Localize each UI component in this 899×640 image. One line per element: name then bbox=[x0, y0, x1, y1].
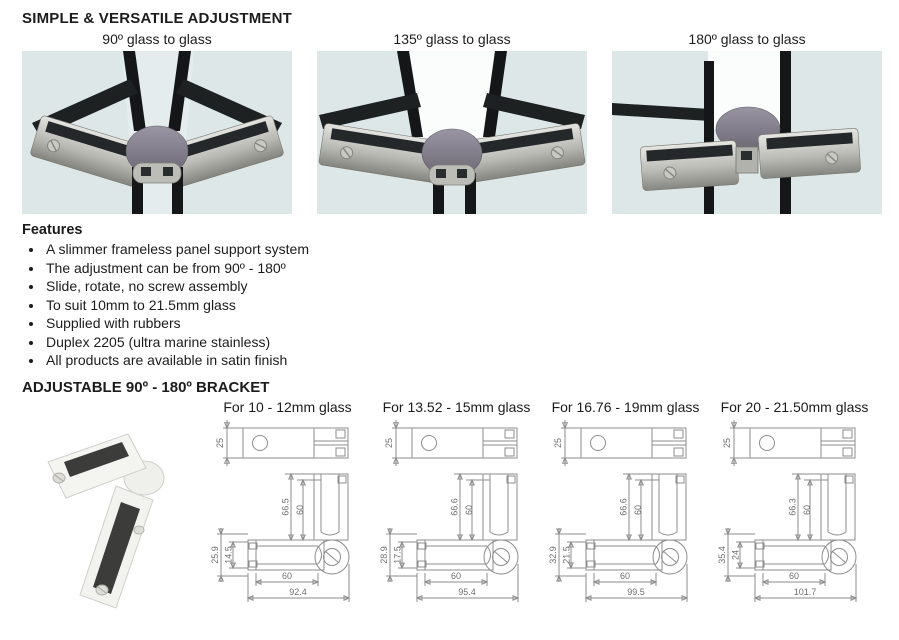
dim-slot-depth: 14.5 bbox=[223, 545, 233, 564]
drawing-header: For 13.52 - 15mm glass bbox=[382, 398, 531, 415]
figure-135-caption: 135º glass to glass bbox=[393, 31, 511, 47]
dim-top-width: 25 bbox=[721, 437, 732, 448]
technical-drawing-svg bbox=[716, 418, 870, 614]
dim-slot-depth: 24 bbox=[730, 549, 740, 560]
dim-glass-width: 60 bbox=[450, 570, 461, 581]
hinge-slot-2 bbox=[163, 167, 173, 176]
figure-180 bbox=[612, 29, 882, 214]
feature-item: • Slide, rotate, no screw assembly bbox=[44, 277, 881, 296]
feature-item: • The adjustment can be from 90º - 180º bbox=[44, 259, 881, 278]
dim-total-depth: 32.9 bbox=[547, 545, 558, 564]
figure-90 bbox=[22, 29, 292, 214]
dim-total-width: 92.4 bbox=[288, 586, 307, 597]
render-135-image bbox=[317, 51, 587, 214]
figure-135 bbox=[317, 29, 587, 214]
feature-item: • Supplied with rubbers bbox=[44, 314, 881, 333]
glass-edge-left bbox=[704, 61, 714, 214]
dim-glass-width: 60 bbox=[281, 570, 292, 581]
dim-top-width: 25 bbox=[383, 437, 394, 448]
hinge-band bbox=[133, 163, 181, 183]
drawing-column bbox=[541, 399, 710, 614]
render-90-image bbox=[22, 51, 292, 214]
hinge-slot-1 bbox=[141, 167, 151, 176]
drawing-column bbox=[203, 399, 372, 614]
drawing-header: For 16.76 - 19mm glass bbox=[551, 398, 700, 415]
dim-inner-height: 66.6 bbox=[618, 497, 628, 516]
hinge-band bbox=[429, 165, 475, 185]
dim-total-depth: 35.4 bbox=[716, 545, 727, 564]
dim-total-depth: 28.9 bbox=[378, 545, 389, 564]
dim-inner-height: 66.5 bbox=[280, 497, 290, 516]
technical-drawing-svg bbox=[547, 418, 701, 614]
technical-drawing-svg bbox=[209, 418, 363, 614]
dim-slot-depth: 17.5 bbox=[392, 545, 402, 564]
drawing-header: For 10 - 12mm glass bbox=[223, 398, 352, 415]
dim-total-width: 99.5 bbox=[626, 586, 645, 597]
screw-side bbox=[134, 526, 144, 534]
glass-edge-right bbox=[780, 51, 791, 214]
dim-inner-height: 66.6 bbox=[449, 497, 459, 516]
angle-gallery bbox=[22, 29, 881, 214]
hinge-slot-1 bbox=[741, 151, 752, 160]
dim-top-width: 25 bbox=[552, 437, 563, 448]
dim-glass-height: 60 bbox=[632, 504, 643, 515]
drawing-column bbox=[710, 399, 879, 614]
feature-item: • All products are available in satin finish bbox=[44, 351, 881, 370]
feature-item: • To suit 10mm to 21.5mm glass bbox=[44, 296, 881, 315]
technical-drawings bbox=[203, 399, 879, 614]
features-section bbox=[22, 222, 881, 370]
page-title: SIMPLE & VERSATILE ADJUSTMENT bbox=[22, 10, 292, 27]
dim-glass-height: 60 bbox=[294, 504, 305, 515]
bracket-section-title: ADJUSTABLE 90º - 180º BRACKET bbox=[22, 378, 270, 396]
feature-item: • Duplex 2205 (ultra marine stainless) bbox=[44, 333, 881, 352]
feature-item: • A slimmer frameless panel support system bbox=[44, 240, 881, 259]
dim-top-width: 25 bbox=[214, 437, 225, 448]
dim-total-depth: 25.9 bbox=[209, 545, 220, 564]
figure-180-caption: 180º glass to glass bbox=[688, 31, 806, 47]
bracket-arm-right bbox=[758, 128, 861, 179]
dim-glass-height: 60 bbox=[801, 504, 812, 515]
dim-inner-height: 66.3 bbox=[787, 497, 797, 516]
bracket-row bbox=[22, 399, 881, 619]
dim-total-width: 101.7 bbox=[793, 586, 816, 597]
features-list bbox=[32, 240, 881, 370]
render-180-image bbox=[612, 51, 882, 214]
hinge-slot-2 bbox=[457, 169, 467, 178]
dim-total-width: 95.4 bbox=[457, 586, 476, 597]
dim-glass-width: 60 bbox=[788, 570, 799, 581]
product-photo-column bbox=[22, 399, 203, 619]
technical-drawing-svg bbox=[378, 418, 532, 614]
product-photo bbox=[22, 418, 197, 614]
dim-glass-width: 60 bbox=[619, 570, 630, 581]
hinge-slot-1 bbox=[436, 169, 446, 178]
drawing-column bbox=[372, 399, 541, 614]
figure-90-caption: 90º glass to glass bbox=[102, 31, 212, 47]
dim-glass-height: 60 bbox=[463, 504, 474, 515]
features-heading: Features bbox=[22, 222, 83, 238]
drawing-header: For 20 - 21.50mm glass bbox=[720, 398, 869, 415]
dim-slot-depth: 21.5 bbox=[561, 545, 571, 564]
bracket-arm-left bbox=[640, 140, 739, 191]
